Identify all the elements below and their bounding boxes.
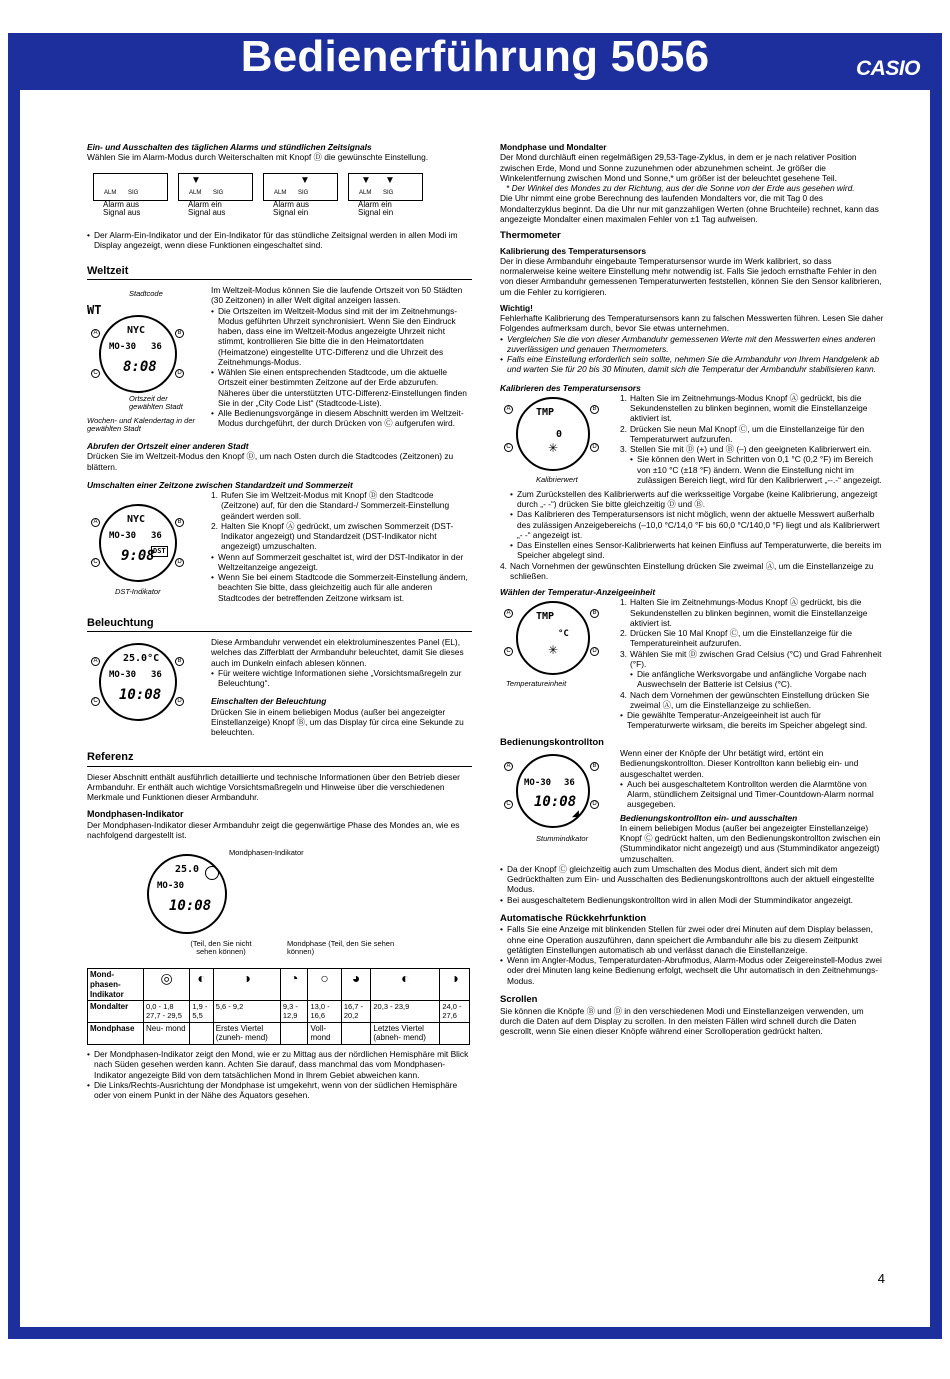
kalib-bullet: • Das Einstellen eines Sensor-Kalibrierwerts hat keinen Einfluss auf Temperaturwerte, die bereits im Speicher abgelegt sind. xyxy=(510,540,885,561)
table-cell: 9,3 - 12,9 xyxy=(280,1001,308,1022)
table-cell: 0,0 - 1,8 27,7 - 29,5 xyxy=(144,1001,190,1022)
lcd-time: 8:08 xyxy=(123,359,157,375)
button-b-icon: B xyxy=(590,405,599,414)
new-moon-icon: ◎ xyxy=(144,969,190,1001)
sig-label: SIG xyxy=(213,190,224,197)
alarm-state-lcd xyxy=(263,173,338,201)
table-cell xyxy=(280,1022,308,1045)
table-cell: Letztes Viertel (abneh- mend) xyxy=(371,1022,440,1045)
weltzeit-bullet: • Alle Bedienungsvorgänge in diesem Abschnitt werden im Weltzeit-Modus durchgeführt, der durch Drücken von Ⓒ aufgerufen wird. xyxy=(211,408,472,429)
button-b-icon: B xyxy=(175,657,184,666)
table-row xyxy=(88,1022,470,1045)
section-referenz-title: Referenz xyxy=(87,751,472,766)
kalib-step: 2. Drücken Sie neun Mal Knopf Ⓒ, um die Einstellanzeige für den Temperaturwert aufzurufen. xyxy=(620,423,865,444)
kalib-sub-bullet: • Sie können den Wert in Schritten von 0,1 °C (0,2 °F) im Bereich von ±10 °C (±18 °F) ändern. Wenn die Einstellung nicht im zulässigen Bereich liegt, wird für den Kalibrierwert „--.-“ angezeigt. xyxy=(630,454,885,485)
weltzeit-bullet: • Die Ortszeiten im Weltzeit-Modus sind mit der im Zeitnehmungs-Modus geführten Uhrzeit synchronisiert. Wenn Sie den Eindruck haben, dass eine im Weltzeit-Modus angezeigte Uhrzeit nicht stimmt, kontrollieren Sie bitte die in den Heimatortdaten (Heimatzone) eingestellte UTC-Differenz und die Uhrzeit des Zeitnehmungs-Modus. xyxy=(211,306,472,368)
waxing-crescent-icon: ◐ xyxy=(190,969,213,1001)
table-cell: Voll- mond xyxy=(308,1022,341,1045)
lcd-date: 36 xyxy=(564,778,575,789)
weltzeit-intro: Im Weltzeit-Modus können Sie die laufende Ortszeit von 50 Städten (30 Zeitzonen) in aller Welt digital anzeigen lassen. xyxy=(211,285,463,306)
state-caption: Signal ein xyxy=(358,208,394,218)
scrollen-heading: Scrollen xyxy=(500,993,538,1005)
dst-indicator-label: DST-Indikator xyxy=(115,587,161,596)
wichtig-bullet: • Falls eine Einstellung erforderlich sein sollte, nehmen Sie die Armbanduhr von Ihrem Handgelenk ab und warten Sie für 20 bis 30 Minuten, damit sich die Temperatur der Armbanduhr stabilisieren kann. xyxy=(500,354,885,375)
kalibrieren-heading: Kalibrieren des Temperatursensors xyxy=(500,382,641,393)
wichtig-heading: Wichtig! xyxy=(500,302,533,313)
watch-illustration xyxy=(99,504,177,582)
table-header: Mondalter xyxy=(88,1001,144,1022)
moon-phase-icon xyxy=(205,866,219,880)
bk-bullet: • Auch bei ausgeschaltetem Kontrollton werden die Alarmtöne von Alarm, stündlichem Zeitsignal und Timer-Countdown-Alarm normal ausgegeben. xyxy=(620,779,885,810)
casio-logo: CASIO xyxy=(855,57,920,80)
abrufen-text: Drücken Sie im Weltzeit-Modus den Knopf Ⓓ, um nach Osten durch die Stadtcodes (Zeitzonen) zu blättern. xyxy=(87,451,454,472)
state-caption: Alarm aus xyxy=(103,199,140,209)
einheit-figure xyxy=(500,597,614,697)
step-text: Halten Sie im Zeitnehmungs-Modus Knopf Ⓐ gedrückt, bis die Sekundenstellen zu blinken beginnen, womit die Einstellanzeige aktiviert ist. xyxy=(630,392,868,424)
unit-step: 1. Halten Sie im Zeitnehmungs-Modus Knopf Ⓐ gedrückt, bis die Sekundenstellen zu blinken beginnen, womit die Einstellanzeige aktiviert ist. xyxy=(620,597,868,628)
kalibrieren-block xyxy=(500,393,885,489)
alm-label: ALM xyxy=(104,190,117,197)
bk-bullet: • Bei ausgeschaltetem Bedienungskontrollton wird in allen Modi der Stummindikator angezeigt. xyxy=(500,895,885,905)
referenz-intro: Dieser Abschnitt enthält ausführlich detaillierte und technische Informationen über den Betrieb dieser Armbanduhr. Er enthält auch wichtige Vorsichtsmaßregeln und Hinweise über die verschiedenen Merkmale und Funktionen dieser Armbanduhr. xyxy=(87,771,460,803)
weltzeit-figure xyxy=(87,285,201,435)
dst-block xyxy=(87,490,472,603)
table-header: Mond- phasen- Indikator xyxy=(88,969,144,1001)
button-c-icon: C xyxy=(91,558,100,567)
button-d-icon: D xyxy=(590,647,599,656)
step-text: Rufen Sie im Weltzeit-Modus mit Knopf Ⓓ den Stadtcode (Zeitzone) auf, für den die Standard-/ Sommerzeit-Einstellung geändert werden soll. xyxy=(221,490,450,521)
mondphasen-indikator-label: Mondphasen-Indikator xyxy=(229,848,304,858)
wochentag-label: Wochen- und Kalendertag in der gewählten Stadt xyxy=(87,416,195,433)
button-a-icon: A xyxy=(91,657,100,666)
kalibrieren-figure xyxy=(500,393,614,489)
umschalten-heading: Umschalten einer Zeitzone zwischen Standardzeit und Sommerzeit xyxy=(87,479,353,490)
table-header: Mondphase xyxy=(88,1022,144,1045)
table-cell: Neu- mond xyxy=(144,1022,190,1045)
auto-return-heading: Automatische Rückkehrfunktion xyxy=(500,912,647,924)
button-d-icon: D xyxy=(175,369,184,378)
lcd-day: MO-30 xyxy=(157,881,185,892)
lcd-date: 36 xyxy=(151,670,162,681)
unit-step: 2. Drücken Sie 10 Mal Knopf Ⓒ, um die Einstellanzeige für die Temperatureinheit aufzurufen. xyxy=(620,628,853,649)
button-c-icon: C xyxy=(91,369,100,378)
section-weltzeit-title: Weltzeit xyxy=(87,265,472,280)
temperatureinheit-label: Temperatureinheit xyxy=(506,679,567,689)
button-a-icon: A xyxy=(91,518,100,527)
kalib-step: 1. Halten Sie im Zeitnehmungs-Modus Knopf Ⓐ gedrückt, bis die Sekundenstellen zu blinken beginnen, womit die Einstellanzeige aktiviert ist. xyxy=(620,392,868,424)
dst-step: 2. Halten Sie Knopf Ⓐ gedrückt, um zwischen Sommerzeit (DST-Indikator angezeigt) und Standardzeit (DST-Indikator nicht angezeigt) umzuschalten. xyxy=(211,520,454,552)
stadtcode-label: Stadtcode xyxy=(129,289,163,298)
kalibrierung-heading: Kalibrierung des Temperatursensors xyxy=(500,245,646,256)
watch-illustration xyxy=(516,754,590,828)
alarm-state-diagram xyxy=(93,173,472,223)
thermometer-heading: Thermometer xyxy=(500,230,561,241)
lcd-tmp: TMP xyxy=(536,611,555,623)
mondphase-label: Mondphase (Teil, den Sie sehen können) xyxy=(287,939,395,956)
kalibrierwert-label: Kalibrierwert xyxy=(536,474,578,484)
blink-icon: ✳ xyxy=(548,440,559,455)
table-cell: 24,0 - 27,6 xyxy=(440,1001,470,1022)
content-area xyxy=(20,90,930,1327)
table-row xyxy=(88,1001,470,1022)
dst-bullet: • Wenn Sie bei einem Stadtcode die Sommerzeit-Einstellung ändern, beachten Sie bitte, dass gleichzeitig auch für alle anderen Stadtcodes der betreffenden Zeitzone wirksam ist. xyxy=(211,572,472,603)
left-column xyxy=(87,142,472,1100)
beleuchtung-figure xyxy=(87,637,201,733)
page-title: Bedienerführung 5056 xyxy=(240,32,710,81)
beleuchtung-intro: Diese Armbanduhr verwendet ein elektrolumineszentes Panel (EL), welches das Zifferblatt der Armbanduhr beleuchtet, damit Sie dieses auch im Dunkeln einfach ablesen können. xyxy=(211,637,464,668)
lcd-time: 10:08 xyxy=(119,687,162,704)
einheit-block xyxy=(500,597,885,730)
beleuchtung-sub-heading: Einschalten der Beleuchtung xyxy=(211,696,327,707)
button-d-icon: D xyxy=(175,697,184,706)
unit-sub-bullet: • Die anfängliche Werksvorgabe und anfängliche Vorgabe nach Auswechseln der Batterie ist Celsius (°C). xyxy=(630,669,885,690)
lcd-time: 10:08 xyxy=(169,898,212,915)
state-caption: Alarm ein xyxy=(358,199,392,209)
button-c-icon: C xyxy=(504,443,513,452)
wt-indicator: WT xyxy=(87,303,102,317)
lcd-date: 36 xyxy=(151,342,162,352)
alm-label: ALM xyxy=(359,190,372,197)
state-caption: Signal aus xyxy=(103,208,141,218)
button-b-icon: B xyxy=(590,762,599,771)
kalibrieren-steps xyxy=(620,393,885,489)
first-quarter-icon: ◑ xyxy=(213,969,280,1001)
kalib-bullet: • Zum Zurückstellen des Kalibrierwerts auf die werksseitige Vorgabe (keine Kalibrierung, angezeigt durch „- -“) drücken Sie bitte gleichzeitig Ⓓ und Ⓑ. xyxy=(510,489,885,510)
lcd-city: NYC xyxy=(127,514,146,525)
alarm-note: • Der Alarm-Ein-Indikator und der Ein-Indikator für das stündliche Zeitsignal werden in allen Modi im Display angezeigt, wenn diese Funktionen eingeschaltet sind. xyxy=(87,230,472,251)
step-text: Halten Sie im Zeitnehmungs-Modus Knopf Ⓐ gedrückt, bis die Sekundenstellen zu blinken beginnen, womit die Einstellanzeige aktiviert ist. xyxy=(630,597,868,628)
button-a-icon: A xyxy=(504,405,513,414)
alarm-on-icon: ▼ xyxy=(191,174,201,186)
state-caption: Alarm ein xyxy=(188,199,222,209)
lcd-temp: 25.0 xyxy=(175,864,200,876)
button-b-icon: B xyxy=(175,518,184,527)
stummindikator-label: Stummindikator xyxy=(536,834,589,844)
bk-sub-heading: Bedienungskontrollton ein- und ausschalten xyxy=(620,812,798,823)
bk-sub-text: In einem beliebigen Modus (außer bei angezeigter Einstellanzeige) Knopf Ⓒ gedrückt halten, um den Bedienungskontrollton zwischen ein (Stummindikator nicht angezeigt) und aus (Stummindikator angezeigt) umzuschalten. xyxy=(620,822,881,864)
weltzeit-bullet: • Wählen Sie einen entsprechenden Stadtcode, um die aktuelle Ortszeit einer bestimmten Zeitzone auf der Erde abzurufen. Näheres über die unterstützten UTC-Differenz-Einstellungen finden Sie in der „City Code List“ (Stadtcode-Liste). xyxy=(211,367,472,408)
section-beleuchtung-title: Beleuchtung xyxy=(87,617,472,632)
weltzeit-text xyxy=(207,285,472,435)
lcd-day: MO-30 xyxy=(109,531,137,541)
button-c-icon: C xyxy=(504,800,513,809)
watch-illustration xyxy=(516,601,590,675)
wichtig-text: Fehlerhafte Kalibrierung des Temperatursensors kann zu falschen Messwerten führen. Lesen Sie daher Folgendes aufmerksam durch, bevor Sie etwas unternehmen. xyxy=(500,313,884,334)
blink-icon: ✳ xyxy=(548,643,559,658)
bk-text xyxy=(620,748,885,864)
alm-label: ALM xyxy=(189,190,202,197)
einheit-steps xyxy=(620,597,885,730)
button-d-icon: D xyxy=(590,800,599,809)
auto-return-bullet: • Wenn im Angler-Modus, Temperaturdaten-Abrufmodus, Alarm-Modus oder Zeigereinstell-Modus zwei oder drei Minuten lang keine Bedienung erfolgt, wechselt die Uhr automatisch in den Zeitnehmungs-Modus. xyxy=(500,955,885,986)
bk-figure xyxy=(500,748,614,848)
alarm-heading: Ein- und Ausschalten des täglichen Alarms und stündlichen Zeitsignals xyxy=(87,142,372,152)
table-cell xyxy=(341,1022,371,1045)
table-cell: 5,6 - 9,2 xyxy=(213,1001,280,1022)
state-caption: Alarm aus xyxy=(273,199,310,209)
mondalter-text-2: Die Uhr nimmt eine grobe Berechnung des laufenden Mondalters vor, die mit Tag 0 des Mondalterzyklus beginnt. Da die Uhr nur mit ganzzahligen Werten (ohne Bruchteile) rechnet, kann das angezeigte Mondalter einen maximalen Fehler von ±1 Tag aufweisen. xyxy=(500,193,879,224)
dst-steps xyxy=(207,490,472,603)
dst-bullet: • Wenn auf Sommerzeit geschaltet ist, wird der DST-Indikator in der Weltzeitanzeige angezeigt. xyxy=(211,552,472,573)
alarm-state-lcd xyxy=(178,173,253,201)
table-row xyxy=(88,969,470,1001)
mondalter-text: Der Mond durchläuft einen regelmäßigen 29,53-Tage-Zyklus, in dem er je nach relativer Position zwischen Erde, Mond und Sonne zuzunehmen oder abzunehmen scheint. Je größer die Winkelentfernung zwischen Mond und Sonne,* um größer ist der beleuchtet gesehene Teil. xyxy=(500,152,857,183)
mondalter-note: * Der Winkel des Mondes zu der Richtung, aus der die Sonne von der Erde aus gesehen wird. xyxy=(506,183,855,193)
nicht-sichtbar-label: (Teil, den Sie nicht sehen können) xyxy=(190,939,252,956)
lcd-calibration-value: 0 xyxy=(556,428,563,440)
unit-step: 4. Nach dem Vornehmen der gewünschten Einstellung drücken Sie zweimal Ⓐ, um die Einstellanzeige zu schließen. xyxy=(620,689,870,710)
button-c-icon: C xyxy=(504,647,513,656)
step-text: Nach Vornehmen der gewünschten Einstellung drücken Sie zweimal Ⓐ, um die Einstellanzeige zu schließen. xyxy=(510,560,874,581)
alarm-state-lcd xyxy=(93,173,168,201)
alarm-on-icon: ▼ xyxy=(361,174,371,186)
bedienungskontrollton-heading: Bedienungskontrollton xyxy=(500,736,604,748)
step-text: Wählen Sie mit Ⓓ zwischen Grad Celsius (°C) und Grad Fahrenheit (°F). xyxy=(630,648,882,669)
mondalter-heading: Mondphase und Mondalter xyxy=(500,142,607,152)
beleuchtung-block xyxy=(87,637,472,737)
table-cell: 13,0 - 16,6 xyxy=(308,1001,341,1022)
kalib-step: 3. Stellen Sie mit Ⓓ (+) und Ⓑ (–) den geeigneten Kalibrierwert ein. xyxy=(620,444,872,455)
lcd-unit-value: °C xyxy=(558,629,569,640)
watch-illustration xyxy=(99,643,177,721)
bk-block xyxy=(500,748,885,864)
kalib-step: 4. Nach Vornehmen der gewünschten Einstellung drücken Sie zweimal Ⓐ, um die Einstellanzeige zu schließen. xyxy=(500,560,874,581)
lcd-day: MO-30 xyxy=(109,670,137,681)
alarm-intro: Wählen Sie im Alarm-Modus durch Weiterschalten mit Knopf Ⓓ die gewünschte Einstellung. xyxy=(87,152,429,163)
state-caption: Signal aus xyxy=(188,208,226,218)
signal-on-icon: ▼ xyxy=(300,174,310,186)
last-quarter-icon: ◐ xyxy=(371,969,440,1001)
weltzeit-block xyxy=(87,285,472,435)
mondphasen-table xyxy=(87,968,470,1045)
waxing-gibbous-icon: ◔ xyxy=(280,969,308,1001)
kalibrierung-text: Der in diese Armbanduhr eingebaute Temperatursensor wurde im Werk kalibriert, so dass normalerweise keine weitere Einstellung mehr notwendig ist. Falls Sie jedoch ernsthafte Fehler in den von dieser Armbanduhr gemessenen Temperaturwerten feststellen, können Sie den Sensor kalibrieren, um die Fehler zu korrigieren. xyxy=(500,255,882,297)
lcd-time: 9:08 xyxy=(121,548,155,564)
step-text: Halten Sie Knopf Ⓐ gedrückt, um zwischen Sommerzeit (DST-Indikator angezeigt) und Standardzeit (DST-Indikator nicht angezeigt) umzuschalten. xyxy=(221,520,454,552)
lcd-date: 36 xyxy=(151,531,162,541)
lcd-day: MO-30 xyxy=(524,778,552,789)
watch-illustration xyxy=(147,854,227,934)
beleuchtung-bullet: • Für weitere wichtige Informationen siehe „Vorsichtsmaßregeln zur Beleuchtung“. xyxy=(211,668,472,689)
button-d-icon: D xyxy=(175,558,184,567)
dst-indicator: DST xyxy=(153,547,166,555)
kalib-bullet: • Das Kalibrieren des Temperatursensors ist nicht möglich, wenn der aktuelle Messwert außerhalb des zulässigen Anzeigebereichs (–10,0 °C/14,0 °F bis 60,0 °C/140,0 °F) liegt und als Kalibrierwert „- -“ angezeigt ist. xyxy=(510,509,885,540)
header xyxy=(8,33,942,90)
mute-icon: ◢ xyxy=(572,808,579,819)
ortszeit-label: Ortszeit der gewählten Stadt xyxy=(129,394,183,411)
mondphasen-text: Der Mondphasen-Indikator dieser Armbanduhr zeigt die gegenwärtige Phase des Mondes an, wie es nachfolgend dargestellt ist. xyxy=(87,819,460,840)
unit-bullet: • Die gewählte Temperatur-Anzeigeeinheit ist auch für Temperaturwerte wirksam, die bereits im Speicher abgelegt sind. xyxy=(620,710,885,731)
mondphasen-bullet: • Der Mondphasen-Indikator zeigt den Mond, wie er zu Mittag aus der nördlichen Hemisphäre mit Blick nach Süden gesehen werden kann. Achten Sie darauf, dass manchmal das vom Mondphasen-Indikator angezeigte Bild von dem tatsächlichen Mond in Ihrem Gebiet abweichen kann. xyxy=(87,1049,472,1080)
step-text: Drücken Sie neun Mal Knopf Ⓒ, um die Einstellanzeige für den Temperaturwert aufzurufen. xyxy=(630,423,865,444)
table-cell: 16,7 - 20,2 xyxy=(341,1001,371,1022)
button-c-icon: C xyxy=(91,697,100,706)
watch-illustration xyxy=(99,315,177,393)
step-text: Drücken Sie 10 Mal Knopf Ⓒ, um die Einstellanzeige für die Temperatureinheit aufzurufen. xyxy=(630,628,853,649)
einheit-heading: Wählen der Temperatur-Anzeigeeinheit xyxy=(500,587,656,598)
step-text: Stellen Sie mit Ⓓ (+) und Ⓑ (–) den geeigneten Kalibrierwert ein. xyxy=(630,444,872,455)
waning-gibbous-icon: ◕ xyxy=(341,969,371,1001)
sig-label: SIG xyxy=(128,190,139,197)
unit-step: 3. Wählen Sie mit Ⓓ zwischen Grad Celsius (°C) und Grad Fahrenheit (°F). xyxy=(620,648,882,669)
table-cell xyxy=(440,1022,470,1045)
state-caption: Signal ein xyxy=(273,208,309,218)
beleuchtung-text xyxy=(207,637,472,737)
lcd-day: MO-30 xyxy=(109,342,137,352)
alarm-state-lcd xyxy=(348,173,423,201)
bk-bullet: • Da der Knopf Ⓒ gleichzeitig auch zum Umschalten des Modus dient, ändert sich mit dem Gedrückthalten zum Ein- und Ausschalten des Bedienungskontrolltons auch der aktuell eingestellte Modus. xyxy=(500,864,885,895)
button-b-icon: B xyxy=(175,329,184,338)
dst-step: 1. Rufen Sie im Weltzeit-Modus mit Knopf Ⓓ den Stadtcode (Zeitzone) auf, für den die Standard-/ Sommerzeit-Einstellung geändert werden soll. xyxy=(211,490,450,521)
full-moon-icon: ○ xyxy=(308,969,341,1001)
watch-illustration xyxy=(516,397,590,471)
mondphasen-heading: Mondphasen-Indikator xyxy=(87,808,184,819)
lcd-city: NYC xyxy=(127,325,146,336)
dst-figure xyxy=(87,490,201,600)
button-b-icon: B xyxy=(590,609,599,618)
bk-intro: Wenn einer der Knöpfe der Uhr betätigt wird, ertönt ein Bedienungskontrollton. Dieser Kontrollton kann beliebig ein- und ausgeschaltet werden. xyxy=(620,748,859,779)
auto-return-bullet: • Falls Sie eine Anzeige mit blinkenden Stellen für zwei oder drei Minuten auf dem Display belassen, ohne eine Operation auszuführen, dann speichert die Armbanduhr alle bis zu diesem Zeitpunkt getätigten Einstellungen automatisch ab und verlässt danach die Einstellanzeige. xyxy=(500,924,885,955)
beleuchtung-sub-text: Drücken Sie in einem beliebigen Modus (außer bei angezeigter Einstellanzeige) Knopf Ⓑ, um das Display für circa eine Sekunde zu beleuchten. xyxy=(211,706,464,738)
table-cell: Erstes Viertel (zuneh- mend) xyxy=(213,1022,280,1045)
mondphasen-bullet: • Die Links/Rechts-Ausrichtung der Mondphase ist umgekehrt, wenn von der südlichen Hemisphäre oder von einem Punkt in der Nähe des Äquators gesehen. xyxy=(87,1080,472,1101)
button-a-icon: A xyxy=(504,762,513,771)
scrollen-text: Sie können die Knöpfe Ⓑ und Ⓓ in den verschiedenen Modi und Einstellanzeigen verwenden, um durch die Daten auf dem Display zu scrollen. In den meisten Fällen wird schnell durch die Daten gescrollt, wenn Sie einen dieser Knöpfe während einer Scrolloperation gedrückt halten. xyxy=(500,1005,864,1037)
button-a-icon: A xyxy=(504,609,513,618)
lcd-temp: 25.0°C xyxy=(123,653,160,665)
sig-label: SIG xyxy=(383,190,394,197)
table-cell: 20,3 - 23,9 xyxy=(371,1001,440,1022)
sig-label: SIG xyxy=(298,190,309,197)
right-column xyxy=(500,142,885,1036)
abrufen-heading: Abrufen der Ortszeit einer anderen Stadt xyxy=(87,441,249,451)
table-cell xyxy=(190,1022,213,1045)
page-number: 4 xyxy=(877,1271,885,1287)
step-text: Nach dem Vornehmen der gewünschten Einstellung drücken Sie zweimal Ⓐ, um die Einstellanzeige zu schließen. xyxy=(630,689,870,710)
button-d-icon: D xyxy=(590,443,599,452)
signal-on-icon: ▼ xyxy=(385,174,395,186)
lcd-time: 10:08 xyxy=(534,794,577,811)
alm-label: ALM xyxy=(274,190,287,197)
button-a-icon: A xyxy=(91,329,100,338)
waning-crescent-icon: ◑ xyxy=(440,969,470,1001)
table-cell: 1,9 - 5,5 xyxy=(190,1001,213,1022)
wichtig-bullet: • Vergleichen Sie die von dieser Armbanduhr gemessenen Werte mit den Messwerten eines anderen zuverlässigen und genauen Thermometers. xyxy=(500,334,885,355)
lcd-tmp: TMP xyxy=(536,406,555,418)
mondphasen-figure xyxy=(87,840,472,956)
